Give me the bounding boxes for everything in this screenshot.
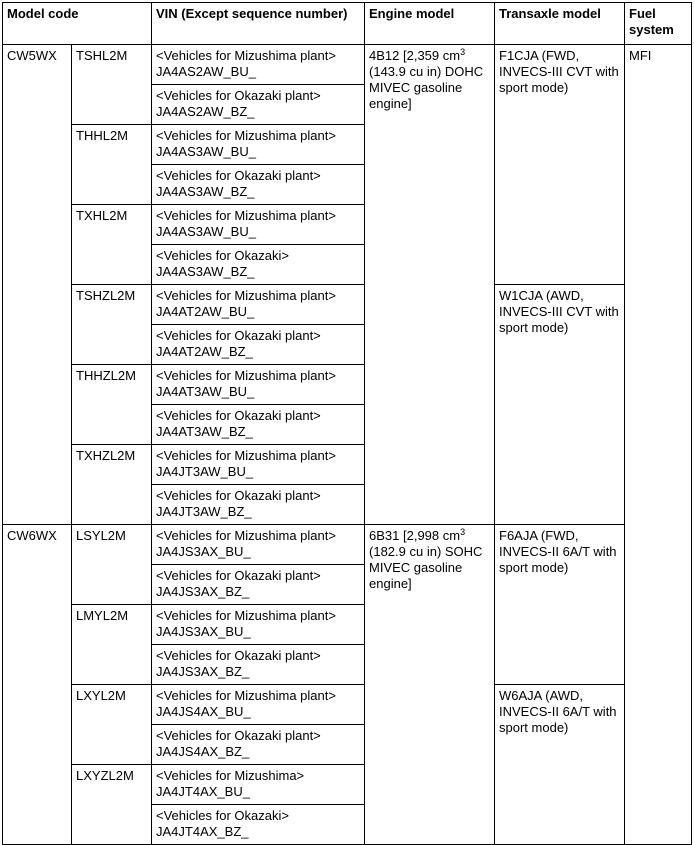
vin-plant-label: <Vehicles for Mizushima plant>	[156, 608, 336, 623]
vin-code: JA4JS3AX_BZ_	[156, 584, 250, 599]
vin-plant-label: <Vehicles for Mizushima plant>	[156, 688, 336, 703]
vin-code: JA4AS2AW_BU_	[156, 64, 256, 79]
transaxle-model-cell: W6AJA (AWD, INVECS-II 6A/T with sport mode)	[495, 685, 625, 845]
vin-cell	[152, 605, 365, 645]
vin-plant-label: <Vehicles for Okazaki>	[156, 248, 289, 263]
table-row	[3, 525, 692, 565]
vin-cell	[152, 445, 365, 485]
vin-cell	[152, 725, 365, 765]
model-variant-cell: TSHL2M	[72, 45, 152, 125]
vin-cell	[152, 525, 365, 565]
vin-code: JA4AS2AW_BZ_	[156, 104, 255, 119]
vin-code: JA4AT2AW_BZ_	[156, 344, 253, 359]
engine-text: 6B31 [2,998 cm	[369, 528, 461, 543]
vin-plant-label: <Vehicles for Mizushima plant>	[156, 368, 336, 383]
vin-code: JA4JT3AW_BZ_	[156, 504, 252, 519]
vin-cell	[152, 285, 365, 325]
vin-plant-label: <Vehicles for Okazaki plant>	[156, 568, 321, 583]
vin-plant-label: <Vehicles for Mizushima plant>	[156, 128, 336, 143]
header-transaxle-model: Transaxle model	[495, 3, 625, 45]
vin-cell	[152, 805, 365, 845]
vin-code: JA4AT3AW_BU_	[156, 384, 255, 399]
vin-cell	[152, 245, 365, 285]
vin-cell	[152, 325, 365, 365]
vin-code: JA4AT3AW_BZ_	[156, 424, 253, 439]
vin-cell	[152, 45, 365, 85]
model-variant-cell: LXYZL2M	[72, 765, 152, 845]
table-row	[3, 45, 692, 85]
vin-cell	[152, 165, 365, 205]
vin-cell	[152, 485, 365, 525]
vin-code: JA4AT2AW_BU_	[156, 304, 255, 319]
table-row	[3, 685, 692, 725]
header-fuel-system: Fuel system	[625, 3, 692, 45]
engine-text-rest: (182.9 cu in) SOHC MIVEC gasoline engine]	[369, 544, 483, 591]
vin-cell	[152, 85, 365, 125]
model-variant-cell: LSYL2M	[72, 525, 152, 605]
vin-plant-label: <Vehicles for Okazaki plant>	[156, 488, 321, 503]
vin-plant-label: <Vehicles for Okazaki plant>	[156, 88, 321, 103]
vin-cell	[152, 765, 365, 805]
engine-model-cell	[365, 45, 495, 525]
vin-cell	[152, 125, 365, 165]
vin-plant-label: <Vehicles for Mizushima plant>	[156, 448, 336, 463]
vin-plant-label: <Vehicles for Okazaki plant>	[156, 168, 321, 183]
vin-plant-label: <Vehicles for Okazaki plant>	[156, 408, 321, 423]
vin-code: JA4JS4AX_BZ_	[156, 744, 250, 759]
vin-cell	[152, 645, 365, 685]
vin-plant-label: <Vehicles for Mizushima plant>	[156, 48, 336, 63]
vin-plant-label: <Vehicles for Mizushima>	[156, 768, 305, 783]
vin-plant-label: <Vehicles for Okazaki plant>	[156, 728, 321, 743]
vin-plant-label: <Vehicles for Okazaki plant>	[156, 648, 321, 663]
vin-cell	[152, 405, 365, 445]
specification-table	[2, 2, 692, 845]
transaxle-model-cell: W1CJA (AWD, INVECS-III CVT with sport mode)	[495, 285, 625, 525]
header-model-code: Model code	[3, 3, 152, 45]
vin-code: JA4JT4AX_BU_	[156, 784, 250, 799]
vin-code: JA4JT3AW_BU_	[156, 464, 254, 479]
vin-cell	[152, 565, 365, 605]
model-code-cell: CW6WX	[3, 525, 72, 845]
model-variant-cell: LMYL2M	[72, 605, 152, 685]
engine-text: 4B12 [2,359 cm	[369, 48, 461, 63]
vin-cell	[152, 685, 365, 725]
engine-unit-superscript: 3	[460, 47, 466, 57]
vin-plant-label: <Vehicles for Mizushima plant>	[156, 288, 336, 303]
model-code-cell: CW5WX	[3, 45, 72, 525]
fuel-system-cell: MFI	[625, 45, 692, 845]
vin-code: JA4JT4AX_BZ_	[156, 824, 249, 839]
model-variant-cell: THHL2M	[72, 125, 152, 205]
model-variant-cell: TXHL2M	[72, 205, 152, 285]
vin-code: JA4JS3AX_BZ_	[156, 664, 250, 679]
vin-plant-label: <Vehicles for Mizushima plant>	[156, 528, 336, 543]
model-variant-cell: LXYL2M	[72, 685, 152, 765]
table-body	[3, 45, 692, 845]
vin-code: JA4JS3AX_BU_	[156, 624, 251, 639]
transaxle-model-cell: F1CJA (FWD, INVECS-III CVT with sport mode)	[495, 45, 625, 285]
vin-plant-label: <Vehicles for Mizushima plant>	[156, 208, 336, 223]
vin-cell	[152, 365, 365, 405]
header-vin: VIN (Except sequence number)	[152, 3, 365, 45]
table-row	[3, 285, 692, 325]
engine-model-cell	[365, 525, 495, 845]
transaxle-model-cell: F6AJA (FWD, INVECS-II 6A/T with sport mode)	[495, 525, 625, 685]
vin-code: JA4AS3AW_BU_	[156, 144, 256, 159]
vin-plant-label: <Vehicles for Okazaki>	[156, 808, 289, 823]
engine-text-rest: (143.9 cu in) DOHC MIVEC gasoline engine]	[369, 64, 484, 111]
header-engine-model: Engine model	[365, 3, 495, 45]
vin-code: JA4JS3AX_BU_	[156, 544, 251, 559]
vin-plant-label: <Vehicles for Okazaki plant>	[156, 328, 321, 343]
model-variant-cell: THHZL2M	[72, 365, 152, 445]
header-row	[3, 3, 692, 45]
vin-code: JA4AS3AW_BZ_	[156, 184, 255, 199]
vin-cell	[152, 205, 365, 245]
vin-code: JA4AS3AW_BZ_	[156, 264, 255, 279]
model-variant-cell: TXHZL2M	[72, 445, 152, 525]
vin-code: JA4AS3AW_BU_	[156, 224, 256, 239]
engine-unit-superscript: 3	[460, 527, 466, 537]
vin-code: JA4JS4AX_BU_	[156, 704, 251, 719]
model-variant-cell: TSHZL2M	[72, 285, 152, 365]
